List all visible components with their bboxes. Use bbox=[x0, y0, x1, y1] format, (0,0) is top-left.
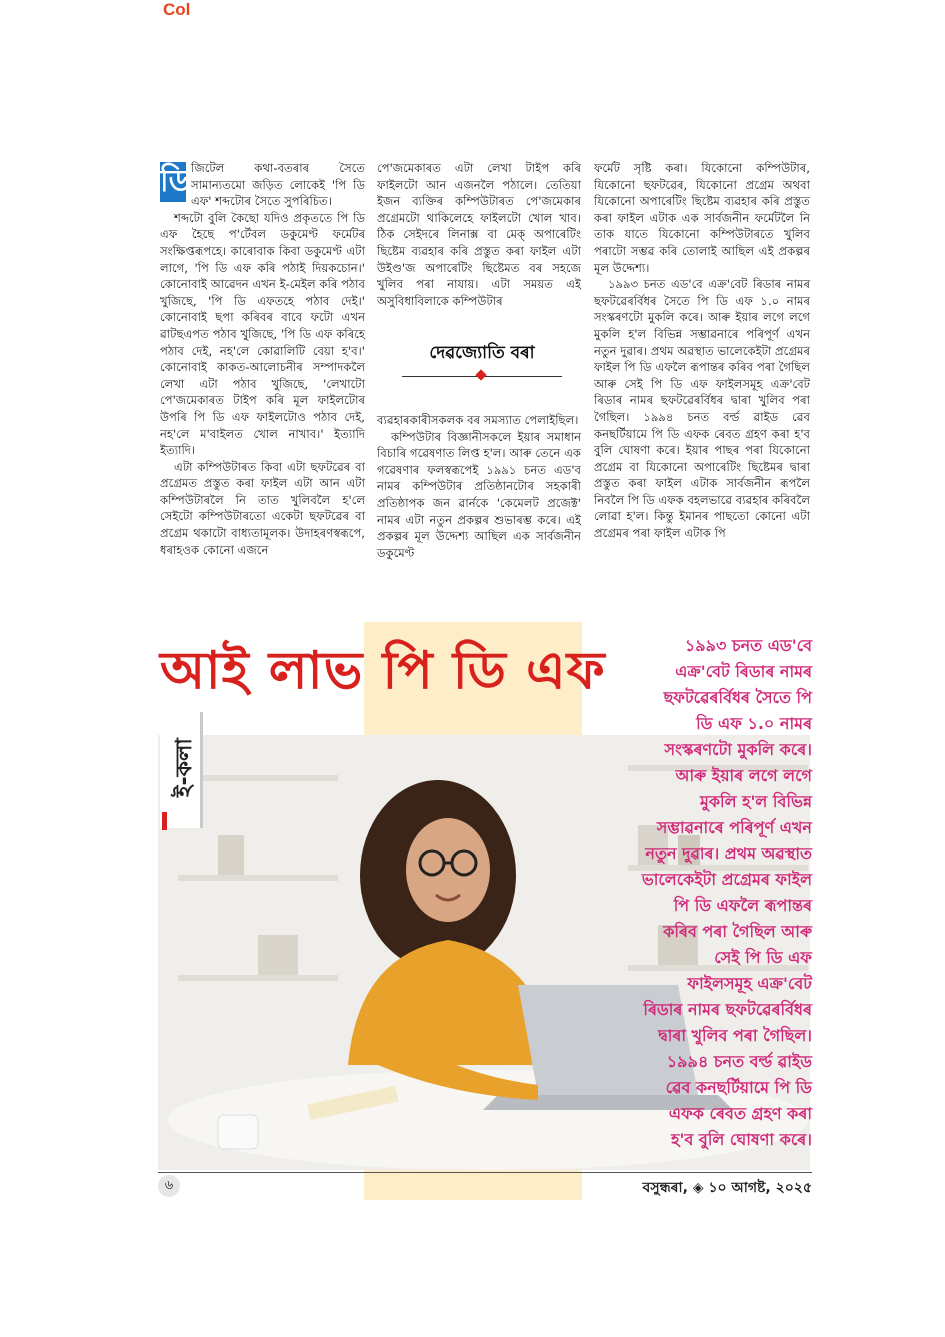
article-column-3 bbox=[594, 160, 810, 542]
section-tag-rule bbox=[200, 712, 203, 828]
pull-quote-line: ৱেব কনছৰ্টিয়ামে পি ডি bbox=[665, 1078, 812, 1097]
article-column-1 bbox=[160, 160, 365, 558]
article-paragraph: শব্দটো বুলি কৈছো যদিও প্ৰকৃততে পি ডি এফ হৈছে প'ৰ্টেবল ডকুমেণ্ট ফৰ্মেটৰ সংক্ষিপ্তৰূপহে। কাৰোবাক কিবা ডকুমেণ্ট এটা লাগে, 'পি ডি এফ কৰি পঠাই দিয়কচোন।' কোনোবাই আৱেদন এখন ই-মেইল কৰি পঠাব খুজিছে, 'পি ডি এফতহে পঠাব দেই।' কোনোবাই ছপা কৰিবৰ বাবে ফটো এখন ৱাটছএপত পঠাব খুজিছে, 'পি ডি এফ কৰিহে পঠাব দেই, নহ'লে কোৱালিটি বেয়া হ'ব।' কোনোবাই কাকত-আলোচনীৰ সম্পাদকলৈ লেখা এটা পঠাব খুজিছে, 'লেখাটো পে'জমেকাৰত টাইপ কৰি মূল ফাইলটোৰ উপৰি পি ডি এফ ফাইলটোও পঠাব দেই, নহ'লে ম'বাইলত খোল নাখাব।' ইত্যাদি ইত্যাদি। bbox=[160, 210, 365, 458]
article-column-2-continued bbox=[377, 412, 581, 561]
article-paragraph: ব্যৱহাৰকাৰীসকলক বৰ সমস্যাত পেলাইছিল। bbox=[377, 413, 579, 427]
pull-quote-line: সংস্কৰণটো মুকলি কৰে। bbox=[664, 740, 812, 759]
pull-quote-line: দ্বাৰা খুলিব পৰা গৈছিল। bbox=[658, 1026, 812, 1045]
pull-quote-line: ১৯৯৩ চনত এড'বে bbox=[684, 636, 812, 655]
byline bbox=[402, 340, 562, 377]
drop-cap: ডি bbox=[160, 162, 186, 202]
footer-rule bbox=[158, 1172, 812, 1173]
pull-quote-line: ভালেকেইটা প্ৰগ্ৰেমৰ ফাইল bbox=[641, 870, 812, 889]
headline: আই লাভ পি ডি এফ bbox=[160, 641, 606, 701]
publication-footer: বসুন্ধৰা, ◈ ১০ আগষ্ট, ২০২৫ bbox=[642, 1180, 812, 1196]
author-name: দেৱজ্যোতি বৰা bbox=[429, 343, 535, 363]
pull-quote-line: ১৯৯৪ চনত বৰ্ল্ড ৱাইড bbox=[666, 1052, 812, 1071]
pull-quote-line: মুকলি হ'ল বিভিন্ন bbox=[699, 792, 812, 811]
pull-quote-line: ছফটৱেৰৰ্বিধৰ সৈতে পি bbox=[663, 688, 812, 707]
byline-rule bbox=[402, 376, 562, 377]
pull-quote-line: সম্ভাৱনাৰে পৰিপূৰ্ণ এখন bbox=[656, 818, 812, 837]
pull-quote-line: এক্ৰ'বেট ৰিডাৰ নামৰ bbox=[675, 662, 812, 681]
pull-quote-line: ফাইলসমূহ এক্ৰ'বেট bbox=[687, 974, 812, 993]
section-tag-label: ই-কলা bbox=[172, 738, 197, 798]
pull-quote-line: সেই পি ডি এফ bbox=[714, 948, 812, 967]
article-paragraph: এটা কম্পিউটাৰত কিবা এটা ছফটৱেৰ বা প্ৰগ্ৰেমত প্ৰস্তুত কৰা ফাইল এটা আন এটা কম্পিউটাৰলৈ নি তাত খুলিবলৈ হ'লে সেইটো কম্পিউটাৰতো একেটা ছফটৱেৰ বা প্ৰগ্ৰেম থকাটো বাধ্যতামূলক। উদাহৰণস্বৰূপে, ধৰাহওক কোনো এজনে bbox=[160, 459, 365, 557]
pull-quote-line: নতুন দুৱাৰ। প্ৰথম অৱস্থাত bbox=[645, 844, 812, 863]
section-tag bbox=[160, 712, 200, 828]
pull-quote-line: কৰিব পৰা গৈছিল আৰু bbox=[663, 922, 812, 941]
article-paragraph: পে'জমেকাৰত এটা লেখা টাইপ কৰি ফাইলটো আন এজনলৈ পঠালে। তেতিয়া ইজন ব্যক্তিৰ কম্পিউটাৰত পে'জমেকাৰ প্ৰগ্ৰেমটো থাকিলেহে ফাইলটো খোল খাব। ঠিক সেইদৰে লিনাক্স বা মেক্ অপাৰেটিং ছিষ্টেম ব্যৱহাৰ কৰি প্ৰস্তুত কৰা ফাইল এটা উইণ্ড'জ অপাৰেটিং ছিষ্টেমত বৰ সহজে খুলিব পৰা নাযায়। এটা সময়ত এই অসুবিধাবিলাকে কম্পিউটাৰ bbox=[377, 161, 581, 308]
pull-quote-line: এফক ৰেবত গ্ৰহণ কৰা bbox=[668, 1104, 812, 1123]
article-column-2 bbox=[377, 160, 581, 309]
pull-quote-line: হ'ব বুলি ঘোষণা কৰে। bbox=[671, 1130, 812, 1149]
pull-quote bbox=[608, 633, 812, 1153]
pull-quote-line: পি ডি এফলৈ ৰূপান্তৰ bbox=[673, 896, 812, 915]
article-paragraph: ফৰ্মেট সৃষ্টি কৰা। যিকোনো কম্পিউটাৰ, যিকোনো ছফটৱেৰ, যিকোনো প্ৰগ্ৰেম অথবা যিকোনো অপাৰেটিং ছিষ্টেম ব্যৱহাৰ কৰি প্ৰস্তুত কৰা ফাইল এটাক এক সাৰ্বজনীন ফৰ্মেটলৈ নি তাক যাতে যিকোনো কম্পিউটাৰতে খুলিব পৰাটো সম্ভৱ কৰি তোলাই আছিল এই প্ৰকল্পৰ মূল উদ্দেশ্য। bbox=[594, 161, 810, 275]
article-paragraph: ডি জিটেল কথা-বতৰাৰ সৈতে সামান্যতমো জড়িত লোকেই 'পি ডি এফ' শব্দটোৰ সৈতে সুপৰিচিত। bbox=[160, 161, 365, 209]
pull-quote-line: আৰু ইয়াৰ লগে লগে bbox=[675, 766, 812, 785]
page-label: Col bbox=[163, 0, 191, 19]
article-paragraph: কম্পিউটাৰ বিজ্ঞানীসকলে ইয়াৰ সমাধান বিচাৰি গৱেষণাত লিপ্ত হ'ল। আৰু তেনে এক গৱেষণাৰ ফলস্বৰূপেই ১৯৯১ চনত এড'ব নামৰ কম্পিউটাৰ প্ৰতিষ্ঠানটোৰ সহকাৰী প্ৰতিষ্ঠাপক জন ৱাৰ্নকে 'কেমেলট প্ৰজেক্ট' নামৰ এটা নতুন প্ৰকল্পৰ শুভাৰম্ভ কৰে। এই প্ৰকল্পৰ মূল উদ্দেশ্য আছিল এক সাৰ্বজনীন ডকুমেণ্ট bbox=[377, 429, 581, 560]
section-tag-marker bbox=[162, 812, 167, 830]
pull-quote-line: ডি এফ ১.০ নামৰ bbox=[696, 714, 812, 733]
article-paragraph: ১৯৯৩ চনত এড'বে এক্ৰ'বেট ৰিডাৰ নামৰ ছফটৱেৰৰ্বিধৰ সৈতে পি ডি এফ ১.০ নামৰ সংস্কৰণটো মুকলি কৰে। আৰু ইয়াৰ লগে লগে মুকলি হ'ল বিভিন্ন সম্ভাৱনাৰে পৰিপূৰ্ণ এখন নতুন দুৱাৰ। প্ৰথম অৱস্থাত ভালেকেইটা প্ৰগ্ৰেমৰ ফাইল পি ডি এফলৈ ৰূপান্তৰ কৰিব পৰা গৈছিল আৰু সেই পি ডি এফ ফাইলসমূহ এক্ৰ'বেট ৰিডাৰ নামৰ ছফটৱেৰৰ্বিধৰ দ্বাৰা খুলিব পৰা গৈছিল। ১৯৯৪ চনত বৰ্ল্ড ৱাইড ৱেব কনছৰ্টিয়ামে পি ডি এফক ৰেবত গ্ৰহণ কৰা হ'ব বুলি ঘোষণা কৰে। ইয়াৰ পাছৰ পৰা যিকোনো প্ৰগ্ৰেম বা যিকোনো অপাৰেটিং ছিষ্টেমৰ দ্বাৰা প্ৰস্তুত কৰা ফাইল এটাক সাৰ্বজনীন ৰূপলৈ নিবলৈ পি ডি এফক বহলভাৱে ব্যৱহাৰ কৰিবলৈ লোৱা হ'ল। কিন্তু ইমানৰ পাছতো কোনো এটা প্ৰগ্ৰেমৰ পৰা ফাইল এটাক পি bbox=[594, 277, 810, 541]
page-number: ৬ bbox=[158, 1175, 180, 1197]
pull-quote-line: ৰিডাৰ নামৰ ছফটৱেৰৰ্বিধৰ bbox=[643, 1000, 812, 1019]
diamond-icon bbox=[475, 369, 486, 380]
